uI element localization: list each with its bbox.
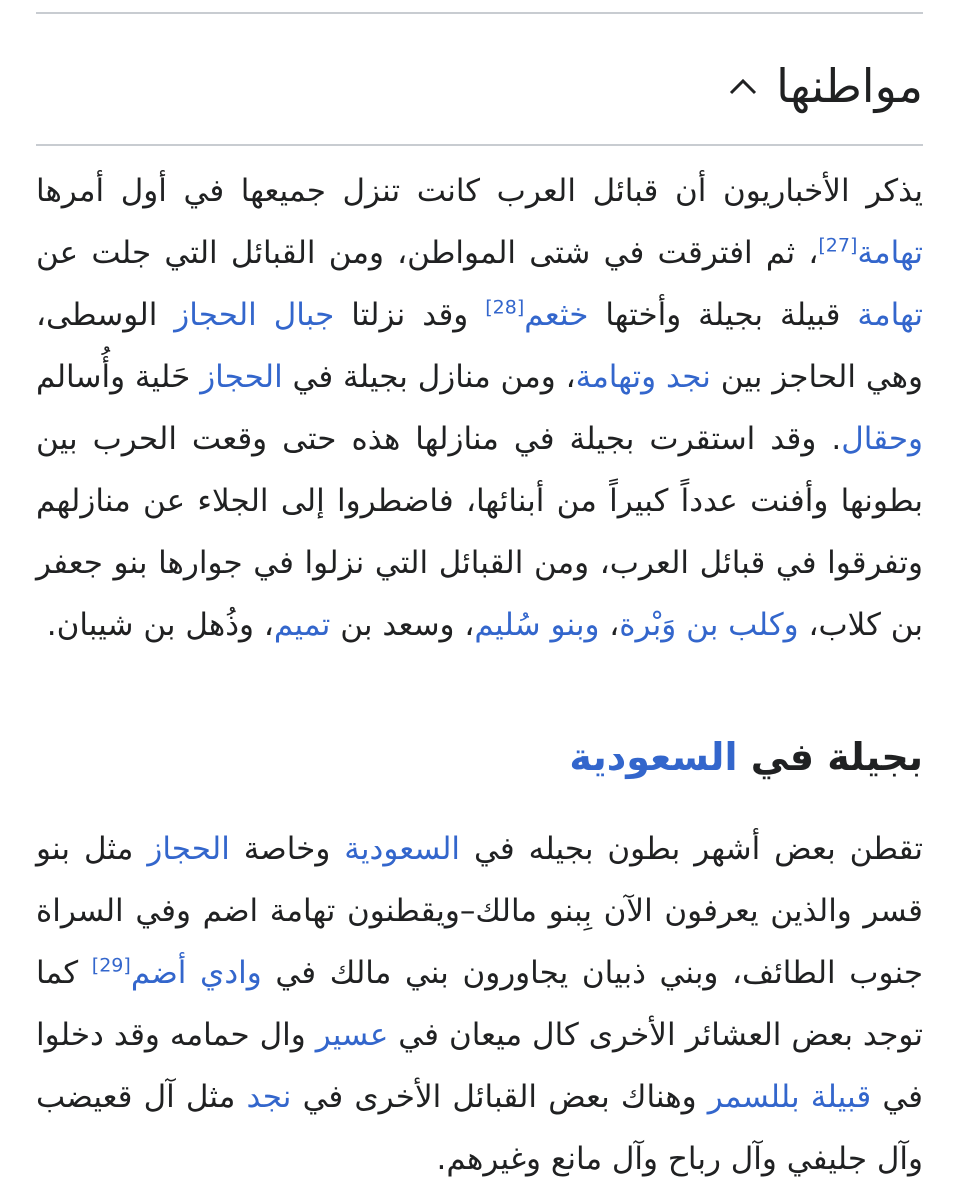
reference-28[interactable]: [28] [485,296,525,319]
text-run: ، وسعد بن [330,607,475,643]
text-run: يذكر الأخباريون أن قبائل العرب كانت تنزل جميعها في أول أمرها [36,173,923,209]
link-billasmar[interactable]: قبيلة بللسمر [707,1079,872,1115]
text-run: ، ومن منازل بجيلة في [282,359,576,395]
subsection-title-text: بجيلة في [737,735,923,779]
text-run: قبيلة بجيلة وأختها [588,297,858,333]
reference-27[interactable]: [27] [818,234,858,257]
text-run: وال حمامه وقد دخلوا في [36,1017,923,1115]
link-saudi-arabia[interactable]: السعودية [569,735,738,779]
paragraph-origins [36,160,923,656]
text-run: ، ثم افترقت في شتى المواطن، ومن القبائل التي جلت عن [36,235,819,271]
text-run: مثل بنو قسر والذين يعرفون الآن بِبنو مالك–ويقطنون تهامة اضم وفي السراة جنوب الطائف، وبني ذبيان يجاورون بني مالك في [36,831,924,991]
reference-29[interactable]: [29] [91,954,131,977]
chevron-up-icon[interactable] [726,69,760,103]
text-run: مثل آل قعيضب وآل جليفي وآل رباح وآل مانع وغيرهم. [36,1079,923,1177]
link-tamim[interactable]: تميم [273,607,331,643]
text-run: ، [599,607,620,643]
link-tihama[interactable]: تهامة [857,297,923,333]
link-hijaz[interactable]: الحجاز [200,359,283,395]
text-run: ، وذُهل بن شيبان. [46,607,274,643]
section-title: مواطنها [776,59,923,113]
section-divider [36,144,923,146]
text-run: كما توجد بعض العشائر الأخرى كال ميعان في [36,955,923,1053]
text-run: . وقد استقرت بجيلة في منازلها هذه حتى وقعت الحرب بين بطونها وأفنت عدداً كبيراً من أبنائها، فاضطروا إلى الجلاء عن منازلهم وتفرقوا في قبائل العرب، ومن القبائل التي نزلوا في جوارها بنو جعفر بن كلاب، [36,421,923,643]
link-banu-sulaym[interactable]: وبنو سُليم [474,607,600,643]
top-divider [36,12,923,14]
text-run: حَلية وأُسالم [35,359,201,395]
link-haqqal[interactable]: وحقال [841,421,923,457]
link-wadi-adam[interactable]: وادي أضم [130,955,262,991]
link-kalb-bin-wabra[interactable]: وكلب بن وَبْرة [619,607,799,643]
text-run: وهناك بعض القبائل الأخرى في [291,1079,708,1115]
text-run: وقد نزلتا [334,297,486,333]
text-run: الوسطى، وهي الحاجز بين [36,297,923,395]
subsection-title [36,735,923,779]
link-najd[interactable]: نجد [246,1079,292,1115]
text-run: تقطن بعض أشهر بطون بجيله في [460,831,923,867]
link-jibal-hijaz[interactable]: جبال الحجاز [174,297,335,333]
link-asir[interactable]: عسير [315,1017,389,1053]
paragraph-saudi [36,818,923,1190]
link-khatham[interactable]: خثعم [524,297,589,333]
link-tihama[interactable]: تهامة [857,235,923,271]
link-saudi-arabia[interactable]: السعودية [344,831,461,867]
section-header[interactable] [36,40,923,132]
text-run: وخاصة [229,831,345,867]
link-hijaz[interactable]: الحجاز [147,831,230,867]
link-najd-tihama[interactable]: نجد وتهامة [575,359,711,395]
